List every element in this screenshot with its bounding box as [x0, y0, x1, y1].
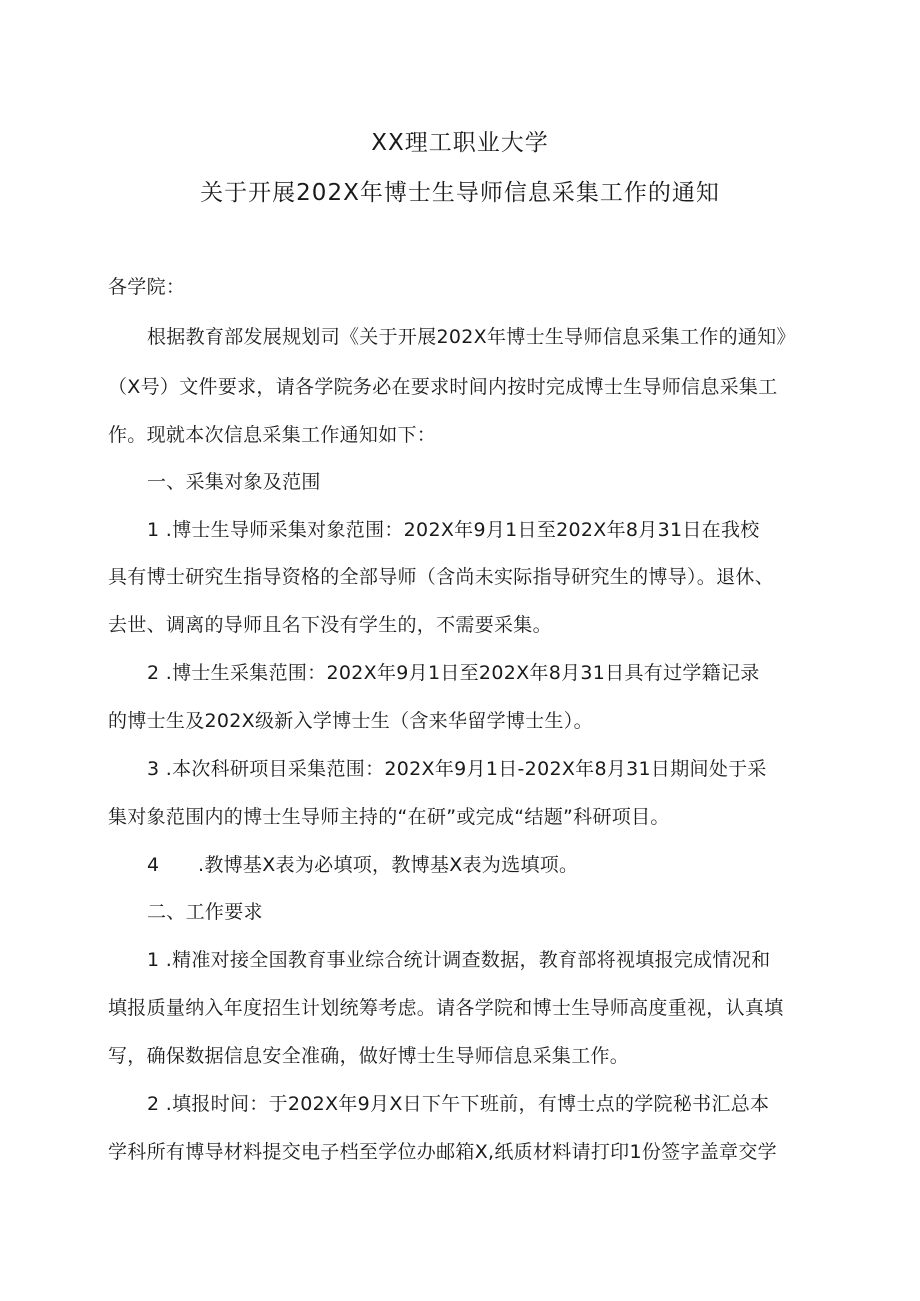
body-line: 作。现就本次信息采集工作通知如下： — [108, 424, 437, 446]
body-line: 根据教育部发展规划司《关于开展202X年博士生导师信息采集工作的通知》 — [147, 326, 796, 348]
document-title-line1: XX理工职业大学 — [371, 130, 549, 156]
body-line: 具有博士研究生指导资格的全部导师（含尚未实际指导研究生的博导）。退休、 — [108, 566, 775, 588]
body-line: （X号）文件要求，请各学院务必在要求时间内按时完成博士生导师信息采集工 — [108, 376, 778, 398]
body-line: 去世、调离的导师且名下没有学生的，不需要采集。 — [108, 614, 552, 636]
document-title-line2: 关于开展202X年博士生导师信息采集工作的通知 — [200, 180, 720, 206]
body-line: 2 .博士生采集范围：202X年9月1日至202X年8月31日具有过学籍记录 — [147, 662, 760, 684]
body-line: 写，确保数据信息安全准确，做好博士生导师信息采集工作。 — [108, 1045, 630, 1067]
body-line: 填报质量纳入年度招生计划统筹考虑。请各学院和博士生导师高度重视，认真填 — [108, 997, 784, 1019]
salutation: 各学院： — [108, 276, 186, 298]
body-line: 1 .博士生导师采集对象范围：202X年9月1日至202X年8月31日在我校 — [147, 519, 760, 541]
body-line: 4 .教博基X表为必填项，教博基X表为选填项。 — [147, 854, 579, 876]
body-line: 学科所有博导材料提交电子档至学位办邮箱X,纸质材料请打印1份签字盖章交学 — [108, 1141, 777, 1163]
section-heading: 二、工作要求 — [147, 901, 263, 923]
body-line: 1 .精准对接全国教育事业综合统计调查数据，教育部将视填报完成情况和 — [147, 949, 771, 971]
body-line: 2 .填报时间：于202X年9月X日下午下班前，有博士点的学院秘书汇总本 — [147, 1093, 770, 1115]
section-heading: 一、采集对象及范围 — [147, 471, 321, 493]
body-line: 3 .本次科研项目采集范围：202X年9月1日-202X年8月31日期间处于采 — [147, 758, 767, 780]
body-line: 集对象范围内的博士生导师主持的“在研”或完成“结题”科研项目。 — [108, 806, 670, 828]
body-line: 的博士生及202X级新入学博士生（含来华留学博士生）。 — [108, 710, 593, 732]
